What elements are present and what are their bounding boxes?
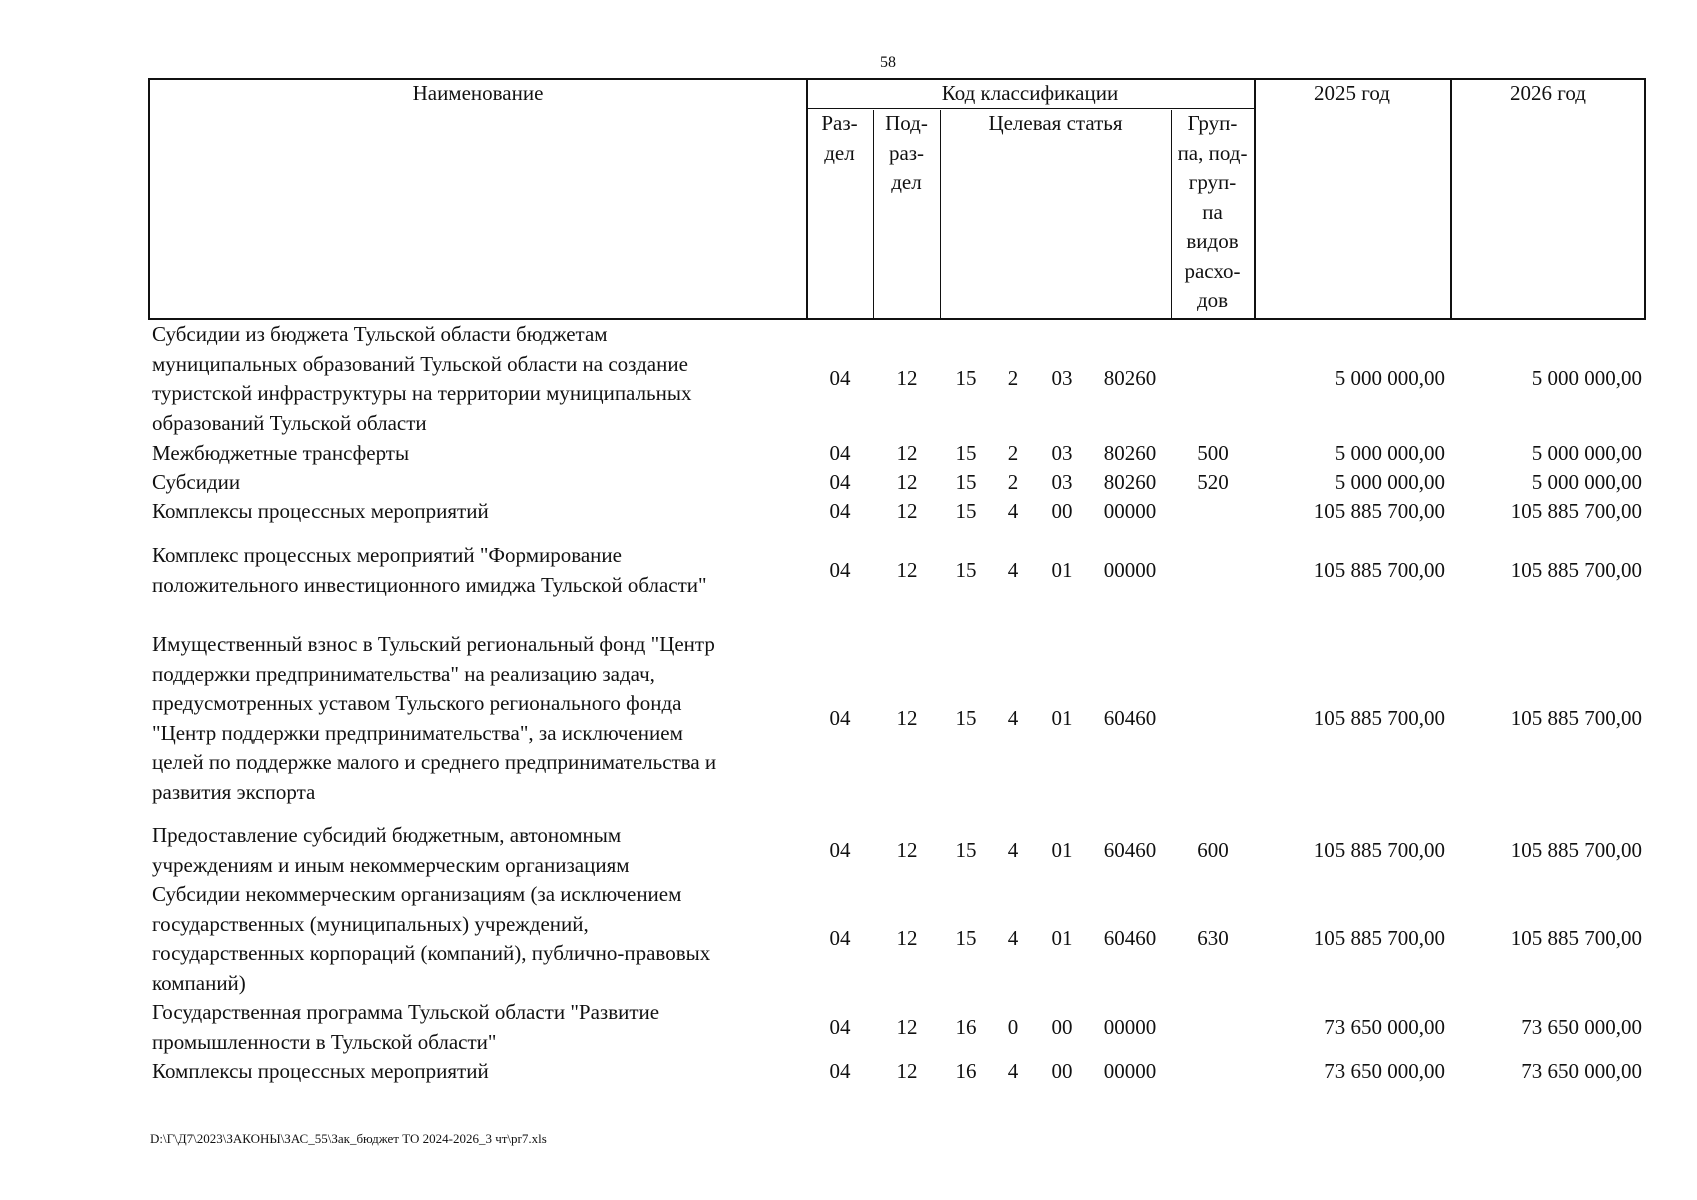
target-article-part2: 4 xyxy=(1007,705,1019,730)
target-article-part3: 00 xyxy=(1051,499,1073,523)
amount-2026: 5 000 000,00 xyxy=(1531,470,1642,494)
row-name: Предоставление субсидий бюджетным, автономным учреждениям и иным некоммерческим организациям xyxy=(152,823,630,877)
target-article-part1: 16 xyxy=(955,1014,977,1039)
podrazdel-cell: 12 xyxy=(896,926,918,951)
target-article-part4: 60460 xyxy=(1103,837,1157,862)
target-article-part2: 4 xyxy=(1007,926,1019,951)
row-name: Имущественный взнос в Тульский региональный фонд "Центр поддержки предпринимательства" на реализацию задач, предусмотренных уставом Тульского регионального фонда "Центр поддержки предпринимательства", за исключением целей по поддержке малого и среднего предпринимательства и развития экспорта xyxy=(152,632,717,804)
target-article-part3: 00 xyxy=(1051,1014,1073,1039)
target-article-part3: 01 xyxy=(1051,837,1073,862)
amount-2025: 105 885 700,00 xyxy=(1313,557,1445,582)
row-name: Субсидии из бюджета Тульской области бюджетам муниципальных образований Тульской области на создание туристской инфраструктуры на территории муниципальных образований Тульской области xyxy=(152,322,692,435)
razdel-cell: 04 xyxy=(829,441,851,465)
amount-2026: 105 885 700,00 xyxy=(1510,557,1642,582)
amount-2026: 5 000 000,00 xyxy=(1531,441,1642,465)
amount-2026: 73 650 000,00 xyxy=(1521,1014,1642,1039)
amount-2025: 5 000 000,00 xyxy=(1334,441,1445,465)
header-group: Груп- па, под- груп- па видов расхо- дов xyxy=(1177,111,1248,312)
podrazdel-cell: 12 xyxy=(896,705,918,730)
target-article-part3: 01 xyxy=(1051,926,1073,951)
target-article-part2: 2 xyxy=(1007,470,1019,494)
amount-2025: 5 000 000,00 xyxy=(1334,470,1445,494)
target-article-part1: 16 xyxy=(955,1059,977,1083)
target-article-part1: 15 xyxy=(955,441,977,465)
target-article-part3: 03 xyxy=(1051,470,1073,494)
amount-2025: 105 885 700,00 xyxy=(1313,837,1445,862)
amount-2026: 105 885 700,00 xyxy=(1510,499,1642,523)
razdel-cell: 04 xyxy=(829,470,851,494)
table-header xyxy=(148,78,1646,320)
target-article-part3: 03 xyxy=(1051,366,1073,391)
table-row xyxy=(150,439,1646,469)
target-article-part2: 2 xyxy=(1007,366,1019,391)
row-name: Комплекс процессных мероприятий "Формирование положительного инвестиционного имиджа Тульской области" xyxy=(152,543,707,597)
row-name: Субсидии некоммерческим организациям (за исключением государственных (муниципальных) учреждений, государственных корпораций (компаний), публично-правовых компаний) xyxy=(152,882,711,995)
target-article-part4: 80260 xyxy=(1103,470,1157,494)
razdel-cell: 04 xyxy=(829,366,851,391)
razdel-cell: 04 xyxy=(829,499,851,523)
target-article-part3: 01 xyxy=(1051,557,1073,582)
table-row xyxy=(150,468,1646,498)
target-article-part1: 15 xyxy=(955,366,977,391)
target-article-part3: 03 xyxy=(1051,441,1073,465)
target-article-part1: 15 xyxy=(955,470,977,494)
header-target-article: Целевая статья xyxy=(988,111,1123,135)
razdel-cell: 04 xyxy=(829,557,851,582)
target-article-part2: 4 xyxy=(1007,499,1019,523)
amount-2025: 105 885 700,00 xyxy=(1313,499,1445,523)
podrazdel-cell: 12 xyxy=(896,557,918,582)
target-article-part1: 15 xyxy=(955,557,977,582)
target-article-part4: 80260 xyxy=(1103,366,1157,391)
target-article-part2: 2 xyxy=(1007,441,1019,465)
amount-2025: 73 650 000,00 xyxy=(1324,1014,1445,1039)
razdel-cell: 04 xyxy=(829,837,851,862)
target-article-part2: 0 xyxy=(1007,1014,1019,1039)
header-podrazdel: Под- раз- дел xyxy=(885,111,928,194)
expense-group-cell: 520 xyxy=(1197,470,1229,494)
amount-2025: 105 885 700,00 xyxy=(1313,705,1445,730)
header-year-2025: 2025 год xyxy=(1314,81,1390,105)
header-razdel: Раз- дел xyxy=(821,111,858,165)
header-divider xyxy=(1450,80,1452,318)
target-article-part4: 60460 xyxy=(1103,705,1157,730)
expense-group-cell: 600 xyxy=(1197,837,1229,862)
amount-2026: 105 885 700,00 xyxy=(1510,705,1642,730)
row-name: Комплексы процессных мероприятий xyxy=(152,1059,489,1083)
podrazdel-cell: 12 xyxy=(896,366,918,391)
header-divider xyxy=(940,110,941,318)
amount-2025: 105 885 700,00 xyxy=(1313,926,1445,951)
podrazdel-cell: 12 xyxy=(896,837,918,862)
podrazdel-cell: 12 xyxy=(896,499,918,523)
amount-2026: 5 000 000,00 xyxy=(1531,366,1642,391)
expense-group-cell: 630 xyxy=(1197,926,1229,951)
row-name: Межбюджетные трансферты xyxy=(152,441,410,465)
target-article-part4: 60460 xyxy=(1103,926,1157,951)
amount-2026: 105 885 700,00 xyxy=(1510,926,1642,951)
header-year-2026: 2026 год xyxy=(1510,81,1586,105)
amount-2025: 5 000 000,00 xyxy=(1334,366,1445,391)
amount-2026: 73 650 000,00 xyxy=(1521,1059,1642,1083)
table-row xyxy=(150,320,1646,438)
table-row xyxy=(150,541,1646,600)
table-row xyxy=(150,821,1646,880)
target-article-part1: 15 xyxy=(955,705,977,730)
target-article-part4: 00000 xyxy=(1103,1059,1157,1083)
header-classification: Код классификации xyxy=(941,81,1119,105)
target-article-part2: 4 xyxy=(1007,557,1019,582)
target-article-part1: 15 xyxy=(955,837,977,862)
row-name: Субсидии xyxy=(152,470,241,494)
table-row xyxy=(150,998,1646,1057)
row-name: Государственная программа Тульской области "Развитие промышленности в Тульской области" xyxy=(152,1000,660,1054)
target-article-part4: 80260 xyxy=(1103,441,1157,465)
row-name: Комплексы процессных мероприятий xyxy=(152,499,489,523)
target-article-part3: 00 xyxy=(1051,1059,1073,1083)
razdel-cell: 04 xyxy=(829,1014,851,1039)
podrazdel-cell: 12 xyxy=(896,470,918,494)
table-row xyxy=(150,1057,1646,1087)
amount-2026: 105 885 700,00 xyxy=(1510,837,1642,862)
razdel-cell: 04 xyxy=(829,1059,851,1083)
header-divider xyxy=(1254,80,1256,318)
target-article-part1: 15 xyxy=(955,499,977,523)
target-article-part1: 15 xyxy=(955,926,977,951)
target-article-part4: 00000 xyxy=(1103,499,1157,523)
podrazdel-cell: 12 xyxy=(896,1014,918,1039)
podrazdel-cell: 12 xyxy=(896,441,918,465)
target-article-part4: 00000 xyxy=(1103,1014,1157,1039)
amount-2025: 73 650 000,00 xyxy=(1324,1059,1445,1083)
target-article-part2: 4 xyxy=(1007,1059,1019,1083)
target-article-part3: 01 xyxy=(1051,705,1073,730)
table-row xyxy=(150,497,1646,527)
header-name: Наименование xyxy=(412,81,544,105)
table-row xyxy=(150,630,1646,807)
file-path-footer: D:\Г\Д7\2023\ЗАКОНЫ\ЗАС_55\Зак_бюджет ТО 2024-2026_3 чт\pr7.xls xyxy=(150,1131,547,1146)
razdel-cell: 04 xyxy=(829,705,851,730)
table-row xyxy=(150,880,1646,998)
target-article-part2: 4 xyxy=(1007,837,1019,862)
expense-group-cell: 500 xyxy=(1197,441,1229,465)
razdel-cell: 04 xyxy=(829,926,851,951)
podrazdel-cell: 12 xyxy=(896,1059,918,1083)
target-article-part4: 00000 xyxy=(1103,557,1157,582)
page-number: 58 xyxy=(880,54,896,71)
